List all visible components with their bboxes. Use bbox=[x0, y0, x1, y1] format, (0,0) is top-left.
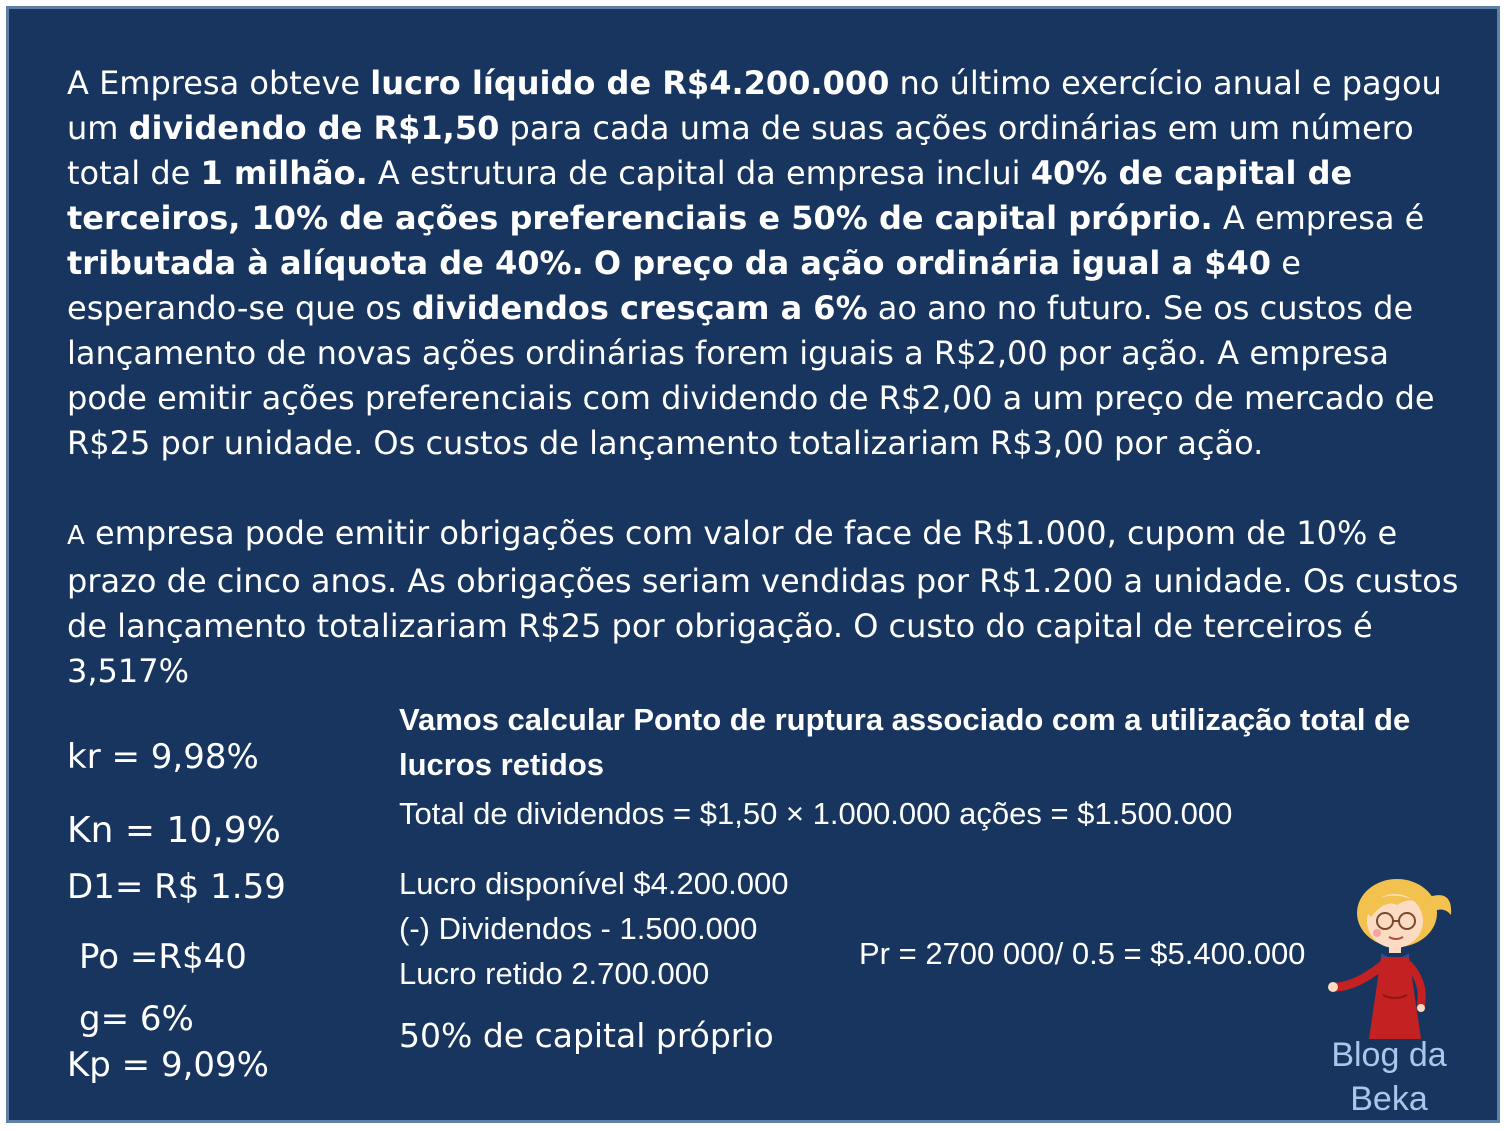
bond-statement bbox=[67, 511, 1467, 694]
problem-text-segment bbox=[584, 244, 594, 282]
calc-lucro-disponivel: Lucro disponível $4.200.000 bbox=[399, 866, 789, 901]
calc-lucro-retido: Lucro retido 2.700.000 bbox=[399, 956, 710, 991]
problem-text-segment: e esperando-se que os bbox=[67, 244, 1301, 327]
problem-text-segment: A Empresa obteve bbox=[67, 64, 371, 102]
blog-mascot-girl-icon bbox=[1325, 875, 1465, 1045]
calc-dividendos: (-) Dividendos - 1.500.000 bbox=[399, 911, 758, 946]
problem-text-segment: para cada uma de suas ações ordinárias em um número total de bbox=[67, 109, 1414, 192]
var-g: g= 6% bbox=[79, 999, 194, 1039]
var-kr: kr = 9,98% bbox=[67, 737, 259, 777]
calc-heading: Vamos calcular Ponto de ruptura associado com a utilização total de lucros retidos bbox=[399, 702, 1411, 782]
calc-pr: Pr = 2700 000/ 0.5 = $5.400.000 bbox=[859, 936, 1306, 971]
problem-text-segment: 40% de capital de terceiros, 10% de ações preferenciais e 50% de capital próprio. bbox=[67, 154, 1353, 237]
problem-text-segment: no último exercício anual e pagou um bbox=[67, 64, 1442, 147]
problem-statement bbox=[67, 61, 1467, 466]
slide-panel bbox=[6, 6, 1500, 1123]
blog-brand-label bbox=[1309, 1033, 1469, 1121]
var-kp: Kp = 9,09% bbox=[67, 1045, 269, 1085]
problem-text-segment: O preço da ação ordinária igual a $40 bbox=[593, 244, 1272, 282]
problem-text-segment: dividendo de R$1,50 bbox=[128, 109, 500, 147]
blog-brand-line-2: Beka bbox=[1350, 1080, 1428, 1118]
problem-text-segment: A estrutura de capital da empresa inclui bbox=[367, 154, 1031, 192]
bond-statement-text: empresa pode emitir obrigações com valor de face de R$1.000, cupom de 10% e prazo de cinco anos. As obrigações seriam vendidas por R$1.200 a unidade. Os custos de lançamento totalizariam R$25 por obrigação. O custo do capital de terceiros é 3,517% bbox=[67, 514, 1459, 690]
problem-text-segment: tributada à alíquota de 40%. bbox=[67, 244, 584, 282]
calc-total-dividends: Total de dividendos = $1,50 × 1.000.000 ações = $1.500.000 bbox=[399, 796, 1233, 831]
blog-brand-line-1: Blog da bbox=[1331, 1036, 1447, 1074]
problem-text-segment: lucro líquido de R$4.200.000 bbox=[370, 64, 890, 102]
problem-text-segment: ao ano no futuro. Se os custos de lançamento de novas ações ordinárias forem iguais a R$2,00 por ação. A empresa pode emitir ações preferenciais com dividendo de R$2,00 a um preço de mercado de R$25 por unidade. Os custos de lançamento totalizariam R$3,00 por ação. bbox=[67, 289, 1435, 462]
var-po: Po =R$40 bbox=[79, 937, 247, 977]
bond-statement-first-letter: A bbox=[67, 521, 85, 551]
calc-capital-proprio: 50% de capital próprio bbox=[399, 1016, 774, 1055]
var-kn: Kn = 10,9% bbox=[67, 810, 281, 851]
problem-text-segment: dividendos cresçam a 6% bbox=[411, 289, 868, 327]
var-d1: D1= R$ 1.59 bbox=[67, 867, 286, 907]
problem-text-segment: A empresa é bbox=[1212, 199, 1425, 237]
problem-text-segment: 1 milhão. bbox=[200, 154, 368, 192]
